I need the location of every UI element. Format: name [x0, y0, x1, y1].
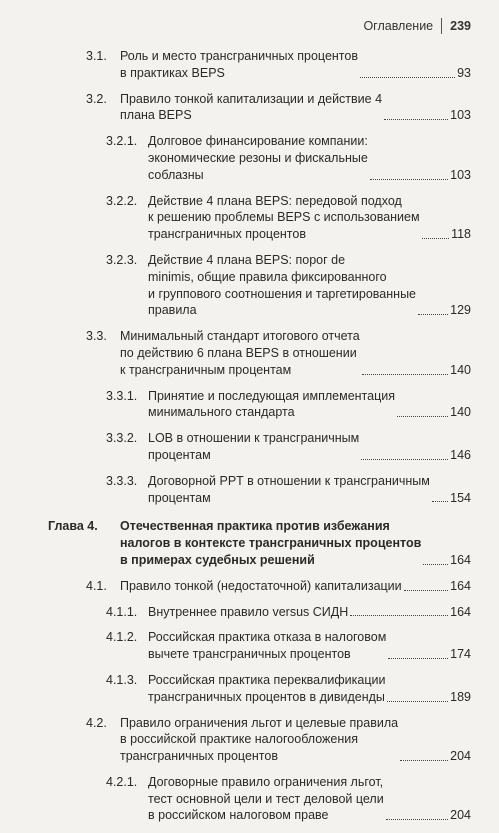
toc-entry: [0, 578, 499, 595]
toc-entry-title-line: и группового соотношения и таргетированные: [148, 286, 417, 301]
toc-entry-page: 140: [450, 405, 471, 420]
toc-entry-number: 4.1.1.: [106, 604, 138, 619]
toc-entry-number: 3.3.: [86, 329, 107, 344]
dot-leader: [387, 701, 448, 702]
toc-entry-title-line: Правило ограничения льгот и целевые правила: [120, 715, 399, 730]
toc-entry-page: 129: [450, 303, 471, 318]
dot-leader: [397, 416, 448, 417]
toc-entry-title-line: плана BEPS: [120, 108, 192, 123]
toc-entry-page: 164: [450, 604, 471, 619]
toc-entry-page: 118: [451, 227, 471, 242]
toc-entry-title: [148, 133, 368, 183]
dot-leader: [418, 314, 448, 315]
toc-entry-title-line: процентам: [148, 490, 211, 505]
toc-entry-title: [148, 252, 416, 319]
toc-entry-title-line: налогов в контексте трансграничных процентов: [120, 536, 422, 551]
toc-entry: [0, 430, 499, 464]
toc-entry-title-line: Правило тонкой (недостаточной) капитализации: [120, 578, 402, 593]
toc-entry-title: [148, 430, 359, 464]
toc-entry: [0, 133, 499, 183]
toc-entry-title-line: в российском налоговом праве: [148, 808, 329, 823]
toc-entry-title: [120, 518, 421, 568]
dot-leader: [388, 658, 448, 659]
toc-entry-title-line: трансграничных процентов в дивиденды: [148, 689, 385, 704]
toc-entry-page: 93: [457, 65, 471, 80]
toc-entry: [0, 48, 499, 82]
toc-entry-title-line: в практиках BEPS: [120, 65, 225, 80]
toc-entry-number: 4.1.3.: [106, 672, 138, 687]
toc-entry-title-line: Внутреннее правило versus СИДН: [148, 604, 349, 619]
toc-entry-page: 164: [450, 578, 471, 593]
toc-entry-title-line: экономические резоны и фискальные: [148, 150, 368, 165]
toc-entry-page: 154: [450, 490, 471, 505]
toc-entry-title-line: тест основной цели и тест деловой цели: [148, 791, 384, 806]
toc-entry-number: 4.1.2.: [106, 630, 138, 645]
toc-entry-number: 3.1.: [86, 49, 107, 63]
toc-entry-title: [148, 473, 430, 507]
dot-leader: [362, 374, 448, 375]
toc-entry-page: 174: [450, 647, 471, 662]
toc-entry-title-line: Принятие и последующая имплементация: [148, 388, 396, 403]
toc-entry-title-line: минимального стандарта: [148, 405, 295, 420]
toc-entry: [0, 328, 499, 378]
toc-entry-title-line: Долговое финансирование компании:: [148, 134, 368, 149]
toc-entry-title-line: Роль и место трансграничных процентов: [120, 49, 358, 63]
toc-entry-title-line: соблазны: [148, 167, 204, 182]
toc-entry: [0, 672, 499, 706]
dot-leader: [350, 615, 448, 616]
dot-leader: [370, 179, 448, 180]
toc-entry-page: 103: [450, 108, 471, 123]
running-header-title: Оглавление: [363, 19, 434, 33]
toc-entry-title-line: Договорные правило ограничения льгот,: [148, 774, 384, 789]
toc-entry-number: 4.1.: [86, 578, 107, 593]
toc-entry-title-line: к решению проблемы BEPS с использованием: [148, 210, 420, 225]
toc-entry-number: 3.2.3.: [106, 252, 138, 267]
toc-entry-page: 103: [450, 167, 471, 182]
toc-entry-title: [120, 91, 382, 125]
toc-entry-title-line: Российская практика отказа в налоговом: [148, 630, 387, 645]
toc-entry-title: [120, 328, 360, 378]
toc-entry-title-line: Договорной PPT в отношении к трансграничным: [148, 473, 430, 488]
dot-leader: [400, 760, 448, 761]
toc-entry: [0, 252, 499, 319]
toc-entry-number: 3.3.2.: [106, 431, 138, 446]
toc-entry-number: 4.2.1.: [106, 774, 138, 789]
toc-entry: [0, 629, 499, 663]
toc-entry-title: [120, 578, 402, 595]
toc-entry-title-line: Действие 4 плана BEPS: порог de: [148, 252, 346, 267]
toc-entry: [0, 91, 499, 125]
toc-entry: [0, 388, 499, 422]
toc-entry-number: 3.2.1.: [106, 134, 138, 149]
toc-entry-title-line: в российской практике налогообложения: [120, 732, 359, 747]
toc-entry-title-line: правила: [148, 303, 197, 318]
table-of-contents: [0, 48, 499, 833]
toc-entry-title-line: вычете трансграничных процентов: [148, 647, 351, 662]
toc-entry-number: 3.2.: [86, 91, 107, 106]
toc-entry-title-line: процентам: [148, 447, 211, 462]
dot-leader: [360, 77, 455, 78]
running-header: [363, 18, 471, 34]
dot-leader: [404, 590, 449, 591]
toc-entry: [0, 193, 499, 243]
toc-entry-title-line: Действие 4 плана BEPS: передовой подход: [148, 193, 402, 208]
toc-entry-title-line: Российская практика переквалификации: [148, 672, 386, 687]
toc-entry-title-line: трансграничных процентов: [120, 749, 278, 764]
toc-entry-title: [148, 193, 420, 243]
toc-entry-number: 3.2.2.: [106, 193, 138, 208]
dot-leader: [386, 819, 448, 820]
toc-entry-title: [120, 715, 398, 765]
toc-entry-title-line: в примерах судебных решений: [120, 552, 315, 567]
toc-entry-title-line: LOB в отношении к трансграничным: [148, 431, 360, 446]
dot-leader: [422, 238, 449, 239]
toc-entry-title: [148, 774, 384, 824]
toc-entry-title-line: по действию 6 плана BEPS в отношении: [120, 345, 357, 360]
toc-entry: [0, 715, 499, 765]
toc-entry-number: 3.3.1.: [106, 388, 138, 403]
toc-entry-page: 146: [450, 447, 471, 462]
toc-entry: [0, 473, 499, 507]
toc-entry: [0, 604, 499, 621]
header-divider: [441, 18, 442, 34]
toc-entry-title-line: Минимальный стандарт итогового отчета: [120, 329, 360, 344]
toc-entry-title-line: трансграничных процентов: [148, 227, 306, 242]
toc-entry-title-line: Правило тонкой капитализации и действие 4: [120, 91, 383, 106]
toc-entry: [0, 518, 499, 568]
toc-entry-title-line: minimis, общие правила фиксированного: [148, 269, 387, 284]
toc-entry-title: [148, 672, 385, 706]
dot-leader: [432, 501, 448, 502]
toc-entry-number: 4.2.: [86, 715, 107, 730]
toc-entry-title-line: Отечественная практика против избежания: [120, 519, 390, 534]
toc-entry-title-line: к трансграничным процентам: [120, 362, 292, 377]
toc-entry-page: 140: [450, 362, 471, 377]
toc-entry-number: 3.3.3.: [106, 473, 138, 488]
toc-entry-page: 164: [450, 552, 471, 567]
toc-entry-title: [148, 388, 395, 422]
page-number: 239: [450, 19, 471, 33]
toc-entry-title: [120, 48, 358, 82]
toc-entry-page: 204: [450, 749, 471, 764]
toc-entry-title: [148, 604, 348, 621]
toc-entry-title: [148, 629, 386, 663]
toc-entry: [0, 774, 499, 824]
toc-entry-number: Глава 4.: [48, 519, 98, 534]
dot-leader: [423, 564, 448, 565]
dot-leader: [384, 119, 448, 120]
toc-entry-page: 189: [450, 689, 471, 704]
dot-leader: [361, 459, 448, 460]
toc-entry-page: 204: [450, 808, 471, 823]
